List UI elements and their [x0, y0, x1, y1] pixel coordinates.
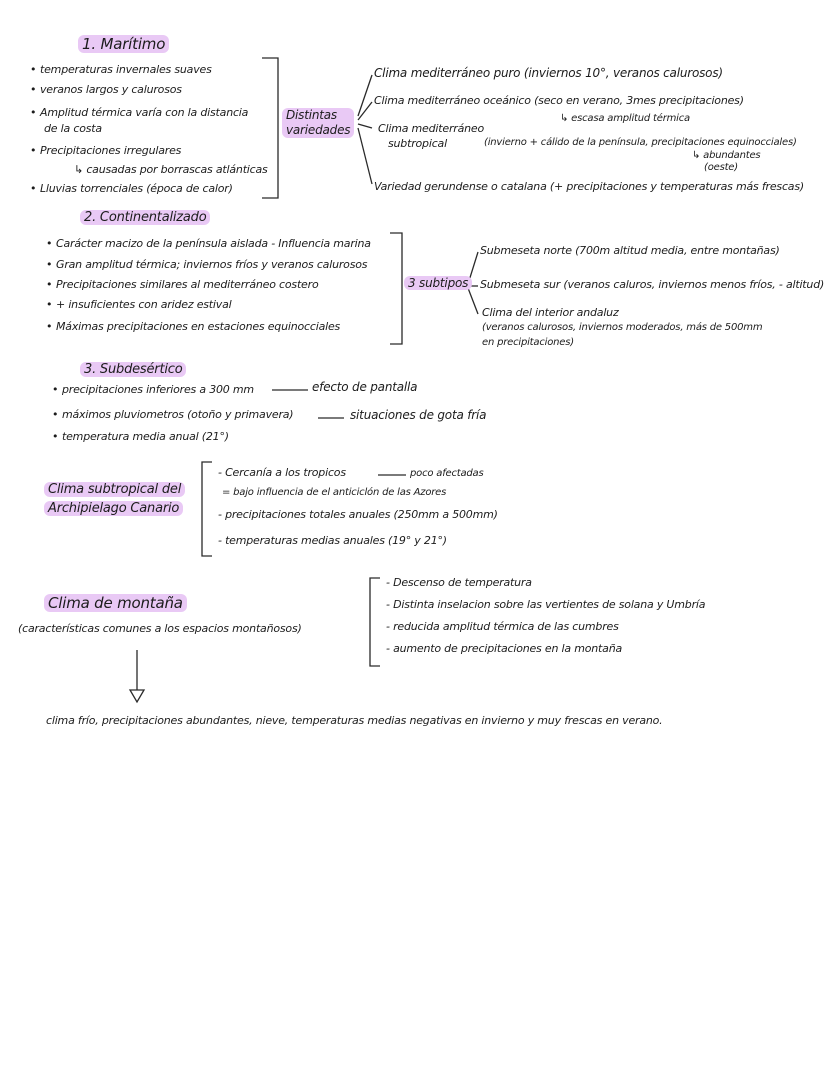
- s3-bullet-2: • máximos pluviometros (otoño y primavera): [62, 408, 293, 421]
- s5-conclusion: clima frío, precipitaciones abundantes, nieve, temperaturas medias negativas en invierno y muy frescas en verano.: [46, 714, 663, 727]
- s2-bullet-2: • Gran amplitud térmica; inviernos fríos y veranos calurosos: [56, 258, 367, 271]
- s1-variety-3: Clima mediterráneo: [378, 122, 485, 135]
- s2-title: 2. Continentalizado: [80, 210, 210, 225]
- s1-center: Distintas variedades: [282, 108, 354, 138]
- s2-center: 3 subtipos: [404, 276, 472, 290]
- s3-bullet-3: • temperatura media anual (21°): [62, 430, 229, 443]
- s2-subtype-2: Submeseta sur (veranos caluros, inviernos menos fríos, - altitud): [480, 278, 825, 291]
- s4-item-1: - Cercanía a los tropicos: [218, 466, 346, 479]
- s3-effect-1: efecto de pantalla: [312, 380, 418, 394]
- s2-bullet-4: • + insuficientes con aridez estival: [56, 298, 231, 311]
- s1-bullet-2: • veranos largos y calurosos: [40, 83, 182, 96]
- s1-title: 1. Marítimo: [78, 35, 169, 53]
- s4-item-1b: poco afectadas: [410, 468, 484, 479]
- s4-title: Clima subtropical del Archipielago Canario: [44, 480, 185, 518]
- s2-subtype-3-detail2: en precipitaciones): [482, 337, 574, 348]
- s5-item-4: - aumento de precipitaciones en la montaña: [386, 642, 623, 655]
- s1-bullet-4: • Precipitaciones irregulares: [40, 144, 181, 157]
- s1-variety-3-abund: ↳ abundantes: [692, 150, 761, 161]
- s1-variety-3-detail: (invierno + cálido de la península, precipitaciones equinocciales): [484, 137, 797, 148]
- s2-bullet-3: • Precipitaciones similares al mediterráneo costero: [56, 278, 318, 291]
- s1-variety-2-sub: ↳ escasa amplitud térmica: [560, 113, 690, 124]
- s1-variety-2: Clima mediterráneo oceánico (seco en verano, 3mes precipitaciones): [374, 94, 744, 107]
- s4-item-3: - precipitaciones totales anuales (250mm a 500mm): [218, 508, 498, 521]
- s1-variety-1: Clima mediterráneo puro (inviernos 10°, veranos calurosos): [374, 66, 723, 80]
- s1-bullet-1: • temperaturas invernales suaves: [40, 63, 212, 76]
- s4-item-4: - temperaturas medias anuales (19° y 21°): [218, 534, 447, 547]
- s3-effect-2: situaciones de gota fría: [350, 408, 487, 422]
- s1-bullet-5: • Lluvias torrenciales (época de calor): [40, 182, 233, 195]
- s1-bullet-4-sub: ↳ causadas por borrascas atlánticas: [74, 163, 268, 176]
- s3-bullet-1: • precipitaciones inferiores a 300 mm: [62, 383, 254, 396]
- s4-item-2: = bajo influencia de el anticiclón de las Azores: [222, 487, 447, 498]
- s1-bullet-3-cont: de la costa: [44, 122, 102, 135]
- s3-title: 3. Subdesértico: [80, 362, 186, 377]
- bracket-s1-left: [262, 58, 278, 198]
- s2-bullet-5: • Máximas precipitaciones en estaciones equinocciales: [56, 320, 340, 333]
- bracket-s2-left: [390, 233, 402, 344]
- bracket-s5: [370, 578, 380, 666]
- branch-s1-1: [358, 75, 372, 116]
- s2-subtype-3-detail: (veranos calurosos, inviernos moderados, más de 500mm: [482, 322, 763, 333]
- s2-subtype-3: Clima del interior andaluz: [482, 306, 619, 319]
- s1-variety-3-oeste: (oeste): [704, 162, 738, 173]
- s5-item-3: - reducida amplitud térmica de las cumbres: [386, 620, 619, 633]
- s1-variety-4: Variedad gerundense o catalana (+ precipitaciones y temperaturas más frescas): [374, 180, 804, 193]
- s5-subtitle: (características comunes a los espacios montañosos): [18, 622, 302, 635]
- s5-item-1: - Descenso de temperatura: [386, 576, 532, 589]
- down-arrow-head: [130, 690, 144, 702]
- s2-bullet-1: • Carácter macizo de la península aislada - Influencia marina: [56, 237, 371, 250]
- s5-item-2: - Distinta inselacion sobre las vertientes de solana y Umbría: [386, 598, 706, 611]
- s1-variety-3b: subtropical: [388, 137, 447, 150]
- s1-bullet-3: • Amplitud térmica varía con la distancia: [40, 106, 248, 119]
- bracket-s4: [202, 462, 212, 556]
- s5-title: Clima de montaña: [44, 594, 187, 612]
- s2-subtype-1: Submeseta norte (700m altitud media, entre montañas): [480, 244, 780, 257]
